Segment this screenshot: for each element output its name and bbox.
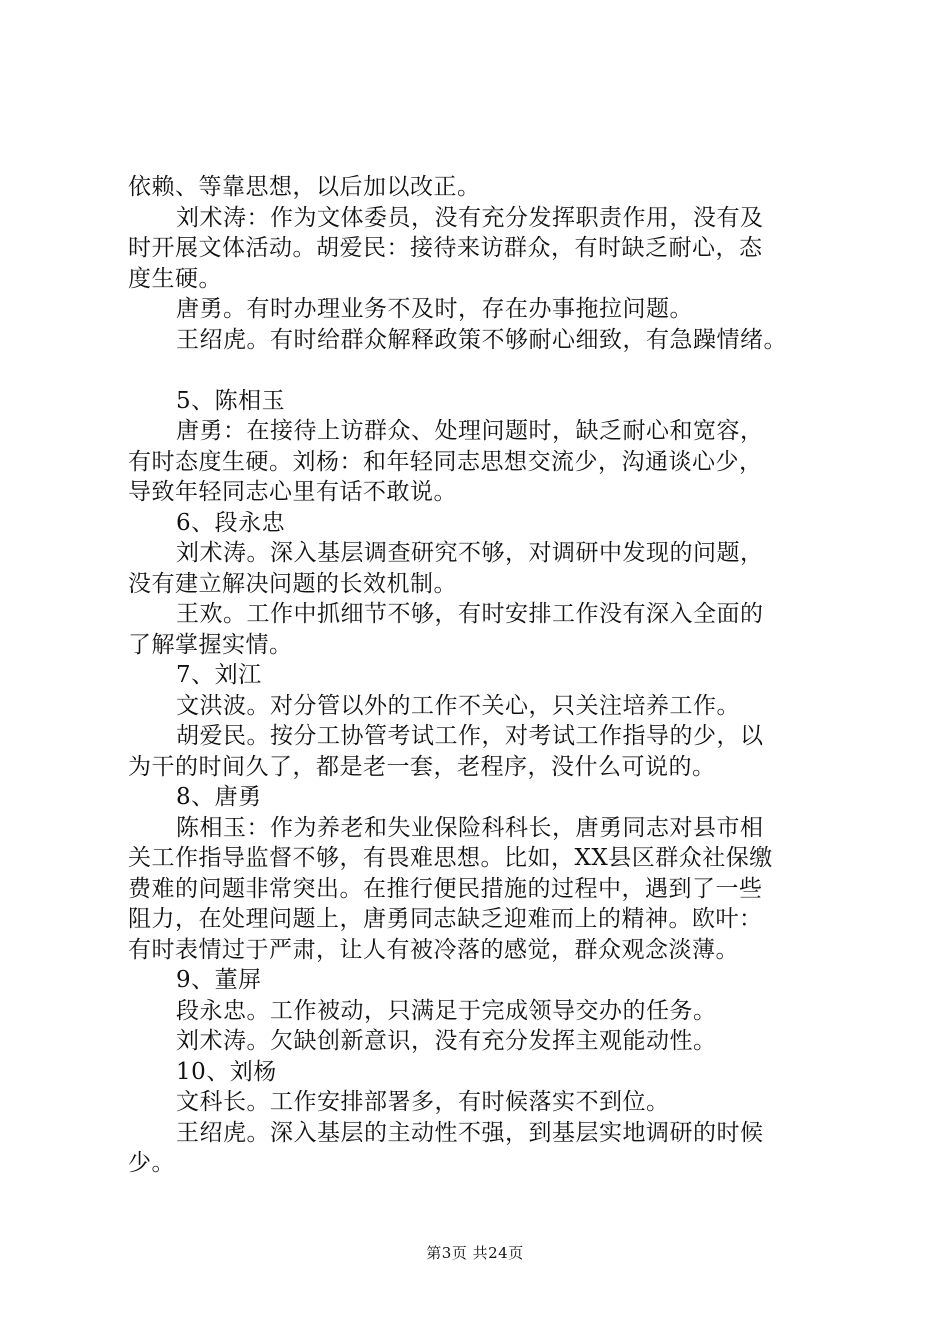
text-line: 关工作指导监督不够，有畏难思想。比如，XX县区群众社保缴 bbox=[128, 845, 773, 871]
text-line: 唐勇：在接待上访群众、处理问题时，缺乏耐心和宽容， bbox=[176, 418, 764, 444]
text-line: 8、唐勇 bbox=[176, 784, 262, 810]
text-line: 刘术涛：作为文体委员，没有充分发挥职责作用，没有及 bbox=[176, 204, 764, 231]
text-line: 陈相玉：作为养老和失业保险科科长，唐勇同志对县市相 bbox=[176, 814, 764, 841]
text-line: 胡爱民。按分工协管考试工作，对考试工作指导的少，以 bbox=[176, 723, 764, 749]
text-line: 王绍虎。深入基层的主动性不强，到基层实地调研的时候 bbox=[176, 1119, 764, 1146]
text-line: 有时态度生硬。刘杨：和年轻同志思想交流少，沟通谈心少， bbox=[128, 448, 763, 475]
text-line: 5、陈相玉 bbox=[176, 387, 286, 414]
text-line: 7、刘江 bbox=[176, 662, 262, 688]
text-line: 6、段永忠 bbox=[176, 509, 286, 536]
text-line: 唐勇。有时办理业务不及时，存在办事拖拉问题。 bbox=[176, 296, 693, 322]
text-line: 文洪波。对分管以外的工作不关心，只关注培养工作。 bbox=[176, 692, 740, 719]
text-line: 刘术涛。欠缺创新意识，没有充分发挥主观能动性。 bbox=[176, 1028, 717, 1054]
text-line: 了解掌握实情。 bbox=[128, 631, 293, 658]
text-line: 导致年轻同志心里有话不敢说。 bbox=[128, 479, 457, 505]
page-footer: 第3页 共24页 bbox=[426, 1244, 524, 1262]
text-line: 少。 bbox=[128, 1150, 175, 1176]
text-line: 文科长。工作安排部署多，有时候落实不到位。 bbox=[176, 1089, 670, 1115]
text-line: 刘术涛。深入基层调查研究不够，对调研中发现的问题， bbox=[176, 540, 764, 566]
text-line: 段永忠。工作被动，只满足于完成领导交办的任务。 bbox=[176, 997, 717, 1024]
text-line: 10、刘杨 bbox=[176, 1058, 277, 1085]
blank-line bbox=[128, 355, 840, 386]
text-line: 费难的问题非常突出。在推行便民措施的过程中，遇到了一些 bbox=[128, 875, 763, 902]
text-line: 有时表情过于严肃，让人有被冷落的感觉，群众观念淡薄。 bbox=[128, 936, 739, 963]
text-line: 阻力，在处理问题上，唐勇同志缺乏迎难而上的精神。欧叶： bbox=[128, 906, 763, 932]
text-line: 为干的时间久了，都是老一套，老程序，没什么可说的。 bbox=[128, 753, 716, 780]
text-line: 9、董屏 bbox=[176, 967, 262, 993]
text-line: 王欢。工作中抓细节不够，有时安排工作没有深入全面的 bbox=[176, 601, 764, 627]
text-line: 度生硬。 bbox=[128, 265, 222, 292]
text-line: 没有建立解决问题的长效机制。 bbox=[128, 570, 457, 597]
text-line: 时开展文体活动。胡爱民：接待来访群众，有时缺乏耐心，态 bbox=[128, 235, 763, 261]
text-line: 王绍虎。有时给群众解释政策不够耐心细致，有急躁情绪。 bbox=[176, 326, 787, 353]
text-line: 依赖、等靠思想，以后加以改正。 bbox=[128, 174, 481, 200]
document-body bbox=[128, 172, 840, 1179]
